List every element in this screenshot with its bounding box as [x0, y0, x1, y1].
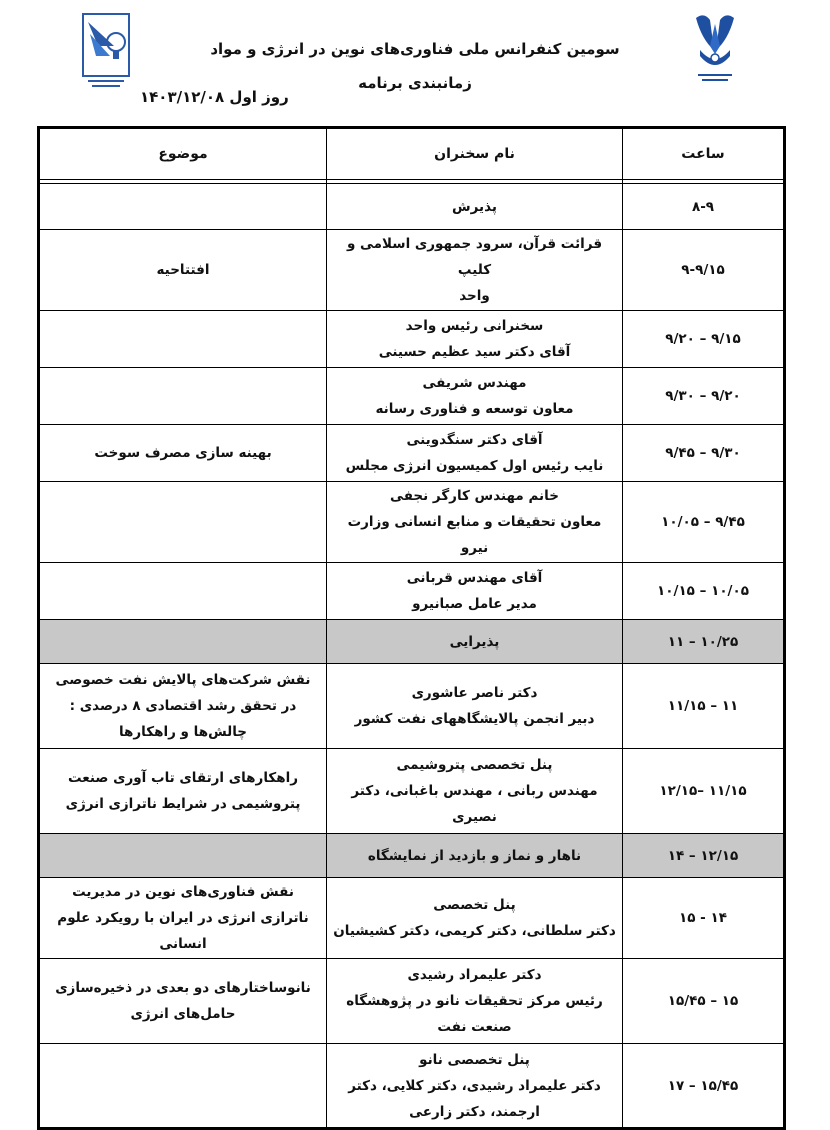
time-cell: ۹/۲۰ – ۹/۳۰	[623, 368, 785, 425]
speaker-cell	[327, 749, 623, 834]
speaker-line: دکتر علیمراد رشیدی	[407, 967, 542, 983]
topic-cell	[39, 368, 327, 425]
speaker-cell	[327, 425, 623, 482]
speaker-line: ناهار و نماز و بازدید از نمایشگاه	[367, 847, 582, 864]
speaker-line: دبیر انجمن پالایشگاههای نفت کشور	[354, 711, 595, 727]
schedule-table	[37, 126, 786, 1130]
table-row	[39, 184, 785, 230]
speaker-line: رئیس مرکز تحقیقات نانو در پژوهشگاه صنعت نفت	[346, 993, 603, 1035]
speaker-line: قرائت قرآن، سرود جمهوری اسلامی و کلیپ	[346, 236, 603, 278]
table-row	[39, 749, 785, 834]
header-time: ساعت	[623, 128, 785, 180]
university-logo	[690, 10, 740, 84]
speaker-line: معاون توسعه و فناوری رسانه	[375, 401, 574, 417]
table-row	[39, 311, 785, 368]
table-row	[39, 230, 785, 311]
topic-cell	[39, 1044, 327, 1129]
table-row	[39, 878, 785, 959]
time-cell: ۱۱ – ۱۱/۱۵	[623, 664, 785, 749]
speaker-line: دکتر سلطانی، دکتر کریمی، دکتر کشیشیان	[333, 923, 616, 939]
time-cell: ۱۰/۲۵ – ۱۱	[623, 620, 785, 664]
speaker-line: مهندس ربانی ، مهندس باغبانی، دکتر نصیری	[351, 783, 598, 825]
conference-logo	[80, 12, 132, 90]
schedule-subtitle: زمانبندی برنامه	[358, 74, 472, 92]
speaker-line: آقای دکتر سنگدوینی	[406, 432, 543, 448]
time-cell: ۹/۳۰ – ۹/۴۵	[623, 425, 785, 482]
speaker-cell	[327, 368, 623, 425]
topic-cell	[39, 563, 327, 620]
speaker-cell	[327, 230, 623, 311]
day-date: روز اول ۱۴۰۳/۱۲/۰۸	[140, 88, 289, 106]
speaker-line: دکتر ناصر عاشوری	[411, 685, 538, 701]
time-cell: ۹-۹/۱۵	[623, 230, 785, 311]
speaker-line: پنل تخصصی نانو	[419, 1051, 530, 1068]
speaker-line: آقای دکتر سید عظیم حسینی	[378, 344, 571, 360]
speaker-cell	[327, 311, 623, 368]
speaker-line: مهندس شریفی	[422, 375, 527, 391]
speaker-line: خانم مهندس کارگر نجفی	[390, 488, 559, 504]
topic-cell	[39, 620, 327, 664]
table-row	[39, 425, 785, 482]
speaker-line: سخنرانی رئیس واحد	[405, 318, 544, 334]
table-row	[39, 482, 785, 563]
time-cell: ۹/۴۵ – ۱۰/۰۵	[623, 482, 785, 563]
speaker-cell	[327, 620, 623, 664]
topic-cell: بهینه سازی مصرف سوخت	[39, 425, 327, 482]
table-row	[39, 563, 785, 620]
time-cell: ۱۵ – ۱۵/۴۵	[623, 959, 785, 1044]
speaker-line: دکتر علیمراد رشیدی، دکتر کلایی، دکتر ارجمند، دکتر زارعی	[348, 1077, 601, 1120]
time-cell: ۹/۱۵ – ۹/۲۰	[623, 311, 785, 368]
time-cell: ۱۵/۴۵ – ۱۷	[623, 1044, 785, 1129]
speaker-cell	[327, 878, 623, 959]
topic-cell: نقش شرکت‌های پالایش نفت خصوصی در تحقق رشد اقتصادی ۸ درصدی : چالش‌ها و راهکارها	[39, 664, 327, 749]
speaker-line: واحد	[459, 288, 490, 304]
conference-title: سومین کنفرانس ملی فناوری‌های نوین در انرژی و مواد	[210, 40, 620, 58]
topic-cell: نقش فناوری‌های نوین در مدیریت ناترازی انرژی در ایران با رویکرد علوم انسانی	[39, 878, 327, 959]
speaker-cell	[327, 184, 623, 230]
topic-cell: نانوساختارهای دو بعدی در ذخیره‌سازی حامل‌های انرژی	[39, 959, 327, 1044]
header-speaker: نام سخنران	[327, 128, 623, 180]
speaker-line: پنل تخصصی پتروشیمی	[396, 757, 553, 773]
table-row	[39, 959, 785, 1044]
header-topic: موضوع	[39, 128, 327, 180]
table-row	[39, 368, 785, 425]
speaker-line: معاون تحقیقات و منابع انسانی وزارت نیرو	[347, 514, 602, 556]
table-row	[39, 1044, 785, 1129]
table-header-row	[39, 128, 785, 180]
topic-cell	[39, 311, 327, 368]
speaker-line: نایب رئیس اول کمیسیون انرژی مجلس	[345, 458, 604, 474]
speaker-cell	[327, 834, 623, 878]
speaker-line: پذیرش	[452, 198, 497, 215]
time-cell: ۱۲/۱۵ – ۱۴	[623, 834, 785, 878]
topic-cell	[39, 834, 327, 878]
speaker-cell	[327, 1044, 623, 1129]
time-cell: ۱۱/۱۵ –۱۲/۱۵	[623, 749, 785, 834]
speaker-cell	[327, 563, 623, 620]
topic-cell: راهکارهای ارتقای تاب آوری صنعت پتروشیمی در شرایط ناترازی انرژی	[39, 749, 327, 834]
table-row	[39, 664, 785, 749]
table-row	[39, 620, 785, 664]
topic-cell	[39, 482, 327, 563]
speaker-line: پذیرایی	[449, 633, 500, 650]
time-cell: ۱۰/۰۵ – ۱۰/۱۵	[623, 563, 785, 620]
speaker-line: آقای مهندس قربانی	[406, 570, 543, 586]
speaker-cell	[327, 482, 623, 563]
speaker-line: مدیر عامل صبانیرو	[412, 596, 537, 612]
speaker-line: پنل تخصصی	[433, 897, 516, 913]
time-cell: ۸-۹	[623, 184, 785, 230]
table-row	[39, 834, 785, 878]
topic-cell	[39, 184, 327, 230]
speaker-cell	[327, 959, 623, 1044]
time-cell: ۱۴ - ۱۵	[623, 878, 785, 959]
topic-cell: افتتاحیه	[39, 230, 327, 311]
speaker-cell	[327, 664, 623, 749]
